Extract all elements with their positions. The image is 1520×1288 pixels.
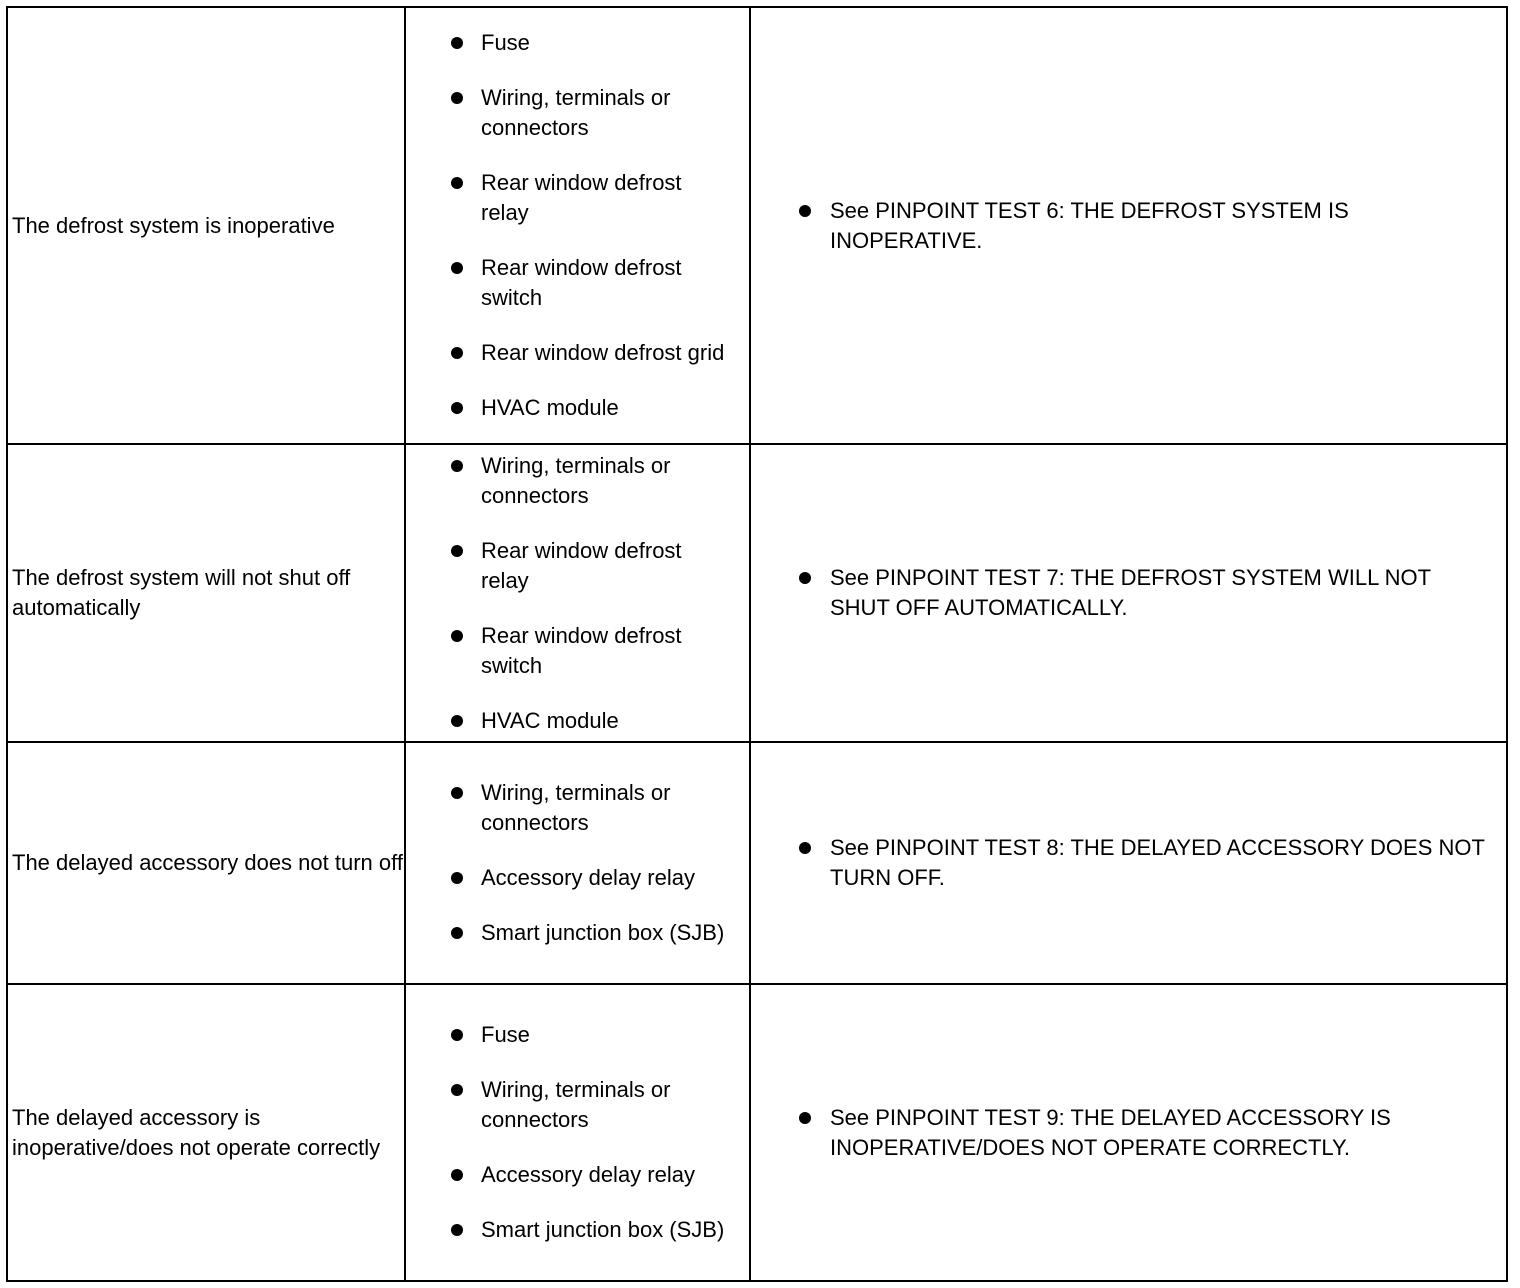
bullet-icon [451,460,463,472]
source-text: Accessory delay relay [481,1162,695,1187]
condition-cell: The delayed accessory is inoperative/does not operate correctly [7,984,405,1281]
source-text: Wiring, terminals or connectors [481,780,671,835]
pinpoint-test-link[interactable]: See PINPOINT TEST 9: THE DELAYED ACCESSORY IS INOPERATIVE/DOES NOT OPERATE CORRECTLY. [830,1104,1391,1160]
bullet-icon [451,872,463,884]
source-text: Fuse [481,1022,530,1047]
bullet-icon [451,177,463,189]
action-list [751,833,1506,893]
possible-sources-cell [405,444,750,742]
bullet-icon [799,205,811,217]
list-item [481,918,729,948]
source-text: Rear window defrost grid [481,340,725,365]
source-text: HVAC module [481,707,619,733]
action-list [751,196,1506,256]
bullet-icon [451,1224,463,1236]
table-row [7,7,1507,444]
source-text: Fuse [481,30,530,55]
action-cell [750,742,1507,984]
list-item [481,338,729,368]
bullet-icon [799,842,811,854]
bullet-icon [451,927,463,939]
pinpoint-test-link[interactable]: See PINPOINT TEST 6: THE DEFROST SYSTEM IS INOPERATIVE. [830,197,1349,253]
list-item [481,28,729,58]
bullet-icon [451,715,463,727]
list-item [481,1215,729,1245]
action-list [751,1103,1506,1163]
list-item [481,253,729,313]
condition-cell: The defrost system is inoperative [7,7,405,444]
bullet-icon [451,1169,463,1181]
bullet-icon [451,1029,463,1041]
source-text: Wiring, terminals or connectors [481,85,671,140]
possible-sources-list [406,28,749,423]
possible-sources-cell [405,7,750,444]
list-item [481,706,729,736]
possible-sources-cell [405,984,750,1281]
table-row [7,742,1507,984]
source-text: Rear window defrost switch [481,622,682,678]
possible-sources-list [406,451,749,736]
list-item [481,863,729,893]
bullet-icon [799,572,811,584]
list-item [481,83,729,143]
bullet-icon [451,545,463,557]
list-item [830,196,1486,256]
list-item [481,778,729,838]
bullet-icon [451,402,463,414]
source-text: Rear window defrost relay [481,170,682,225]
condition-cell: The defrost system will not shut off automatically [7,444,405,742]
list-item [481,1160,729,1190]
source-text: HVAC module [481,395,619,420]
possible-sources-list [406,778,749,948]
bullet-icon [451,787,463,799]
bullet-icon [451,37,463,49]
list-item [481,1020,729,1050]
pinpoint-test-link[interactable]: See PINPOINT TEST 7: THE DEFROST SYSTEM WILL NOT SHUT OFF AUTOMATICALLY. [830,565,1431,620]
list-item [830,833,1486,893]
list-item [830,1103,1486,1163]
pinpoint-test-link[interactable]: See PINPOINT TEST 8: THE DELAYED ACCESSORY DOES NOT TURN OFF. [830,835,1485,890]
list-item [481,621,729,681]
source-text: Smart junction box (SJB) [481,1217,725,1242]
action-cell [750,7,1507,444]
bullet-icon [451,92,463,104]
list-item [481,451,729,511]
table-row [7,444,1507,742]
bullet-icon [451,347,463,359]
possible-sources-cell [405,742,750,984]
source-text: Rear window defrost switch [481,255,682,310]
source-text: Accessory delay relay [481,865,695,890]
source-text: Wiring, terminals or connectors [481,452,671,508]
bullet-icon [451,1084,463,1096]
list-item [481,1075,729,1135]
possible-sources-list [406,1020,749,1245]
bullet-icon [451,262,463,274]
action-list [751,563,1506,623]
symptom-chart-table [6,6,1508,1282]
condition-cell: The delayed accessory does not turn off [7,742,405,984]
source-text: Wiring, terminals or connectors [481,1077,671,1132]
list-item [481,393,729,423]
source-text: Smart junction box (SJB) [481,920,725,945]
action-cell [750,984,1507,1281]
action-cell [750,444,1507,742]
bullet-icon [799,1112,811,1124]
bullet-icon [451,630,463,642]
table-row [7,984,1507,1281]
list-item [481,168,729,228]
symptom-chart-body [7,7,1507,1281]
list-item [830,563,1486,623]
source-text: Rear window defrost relay [481,537,682,593]
list-item [481,536,729,596]
